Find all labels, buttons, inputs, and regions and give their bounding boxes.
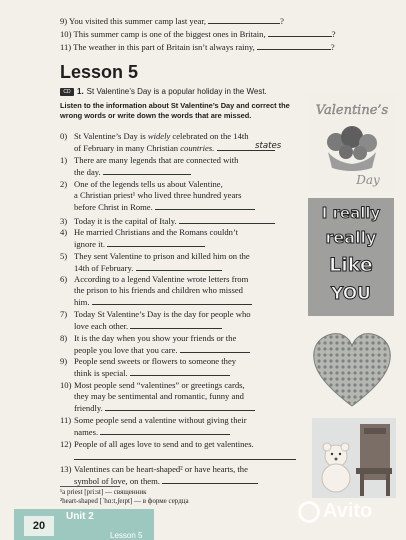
unit-label: Unit 2 <box>66 511 94 522</box>
answer-blank[interactable] <box>257 41 331 50</box>
item-11: 11) Some people send a valentine without giving their <box>60 415 247 425</box>
answer-blank[interactable] <box>130 367 230 376</box>
prev-item-11: 11) The weather in this part of Britain isn’t always rainy, ? <box>60 42 335 52</box>
answer-blank[interactable] <box>92 296 252 305</box>
answer-blank[interactable] <box>155 201 255 210</box>
item-9: 9) People send sweets or flowers to someone they <box>60 356 237 366</box>
card-title: Valentine’s <box>315 103 389 118</box>
poster-line-1: I really <box>321 204 381 222</box>
exercise-instruction: Listen to the information about St Valentine’s Day and correct the wrong words or write down the words that are missed. <box>60 101 290 120</box>
item-7-line2: love each other. <box>74 320 222 332</box>
lesson-label: Lesson 5 <box>110 531 143 540</box>
heart-icon <box>314 334 391 406</box>
item-1: 1) There are many legends that are connected with <box>60 155 239 165</box>
item-10: 10) Most people send “valentines” or greetings cards, <box>60 380 245 390</box>
answer-blank[interactable] <box>74 451 296 460</box>
item-5-line2: 14th of February. <box>74 262 222 274</box>
i-really-like-you-poster <box>308 198 394 316</box>
item-0-line2: of February in many Christian countries. <box>74 142 275 154</box>
teddy-bear-icon <box>322 443 350 492</box>
item-7: 7) Today St Valentine’s Day is the day for people who <box>60 309 251 319</box>
item-1-line2: the day. <box>74 166 191 178</box>
answer-blank[interactable] <box>130 320 222 329</box>
item-9-line2: think is special. <box>74 367 230 379</box>
item-2-line2: a Christian priest¹ who lived three hundred years <box>74 190 242 200</box>
poster-line-2: really <box>325 228 377 247</box>
answer-blank[interactable] <box>268 28 332 37</box>
chair-seat <box>356 468 392 474</box>
answer-blank[interactable] <box>107 238 205 247</box>
avito-logo-icon <box>298 501 320 523</box>
item-6-line3: him. <box>74 296 252 308</box>
woven-heart-image <box>310 328 394 410</box>
item-0: 0) St Valentine’s Day is widely celebrated on the 14th <box>60 131 249 141</box>
answer-blank[interactable] <box>100 426 230 435</box>
item-6: 6) According to a legend Valentine wrote letters from <box>60 274 249 284</box>
item-6-line2: the prison to his friends and children who missed <box>74 285 243 295</box>
item-4-line2: ignore it. <box>74 238 205 250</box>
answer-blank[interactable] <box>208 15 280 24</box>
poster-line-3: Like <box>329 254 373 276</box>
item-12: 12) People of all ages love to send and to get valentines. <box>60 439 254 449</box>
audio-icon[interactable]: CD <box>60 88 74 96</box>
exercise-heading <box>60 87 267 96</box>
page-number: 20 <box>24 516 54 536</box>
poster-line-4: YOU <box>331 284 371 304</box>
exercise-heading-text: St Valentine’s Day is a popular holiday in the West. <box>86 87 267 96</box>
answer-blank[interactable] <box>136 262 222 271</box>
item-8-line2: people you love that you care. <box>74 344 250 356</box>
footnote-2: ²heart-shaped [ˈhɑ:t,ʃeɪpt] — в форме сердца <box>60 497 189 505</box>
item-3: 3) Today it is the capital of Italy. <box>60 215 275 227</box>
item-11-line2: names. <box>74 426 230 438</box>
answer-blank[interactable] <box>103 166 191 175</box>
handwritten-answer: states <box>255 141 282 151</box>
item-13-line2: symbol of love, on them. <box>74 475 258 487</box>
footnote-rule <box>60 486 120 487</box>
prev-item-10: 10) This summer camp is one of the biggest ones in Britain, ? <box>60 29 336 39</box>
valentines-card-image <box>306 92 398 192</box>
item-10-line2: they may be sentimental and romantic, funny and <box>74 391 244 401</box>
answer-blank[interactable] <box>105 402 255 411</box>
item-12-line2 <box>74 451 296 463</box>
item-2-line3: before Christ in Rome. <box>74 201 255 213</box>
lesson-title: Lesson 5 <box>60 62 139 82</box>
item-2: 2) One of the legends tells us about Valentine, <box>60 179 223 189</box>
teddy-bear-photo <box>312 418 396 498</box>
answer-blank[interactable] <box>162 475 258 484</box>
exercise-number: 1. <box>77 87 84 96</box>
avito-watermark: Avito <box>298 500 372 523</box>
prev-item-9: 9) You visited this summer camp last year, ? <box>60 16 284 26</box>
item-13: 13) Valentines can be heart-shaped² or have hearts, the <box>60 464 248 474</box>
item-8: 8) It is the day when you show your friends or the <box>60 333 237 343</box>
answer-blank[interactable] <box>179 215 275 224</box>
item-10-line3: friendly. <box>74 402 255 414</box>
footnote-1: ¹a priest [pri:st] — священник <box>60 488 147 496</box>
item-4: 4) He married Christians and the Romans couldn’t <box>60 227 239 237</box>
answer-blank[interactable] <box>180 344 250 353</box>
item-5: 5) They sent Valentine to prison and killed him on the <box>60 251 250 261</box>
card-subtitle: Day <box>356 173 380 187</box>
